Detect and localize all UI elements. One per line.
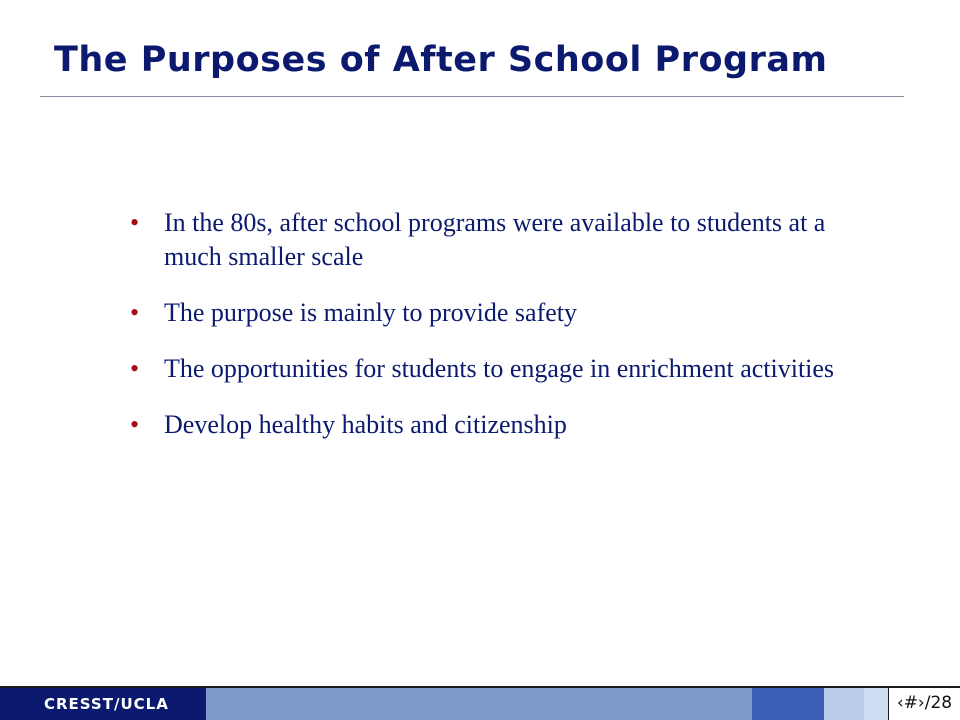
- bullet-marker: •: [130, 298, 140, 327]
- bullet-text: Develop healthy habits and citizenship: [164, 410, 567, 439]
- footer-bar: [0, 686, 960, 720]
- footer-segment-dark-blue: [752, 688, 824, 720]
- title-divider: [40, 96, 904, 97]
- bullet-item: [130, 352, 850, 386]
- footer-segment-light-blue: [824, 688, 864, 720]
- bullet-text: In the 80s, after school programs were available to students at a much smaller scale: [164, 208, 826, 271]
- footer-segment-mid-blue: [206, 688, 752, 720]
- footer-brand-label: CRESST/UCLA: [44, 695, 169, 713]
- bullet-list: [130, 206, 850, 464]
- bullet-item: [130, 206, 850, 274]
- bullet-marker: •: [130, 354, 140, 383]
- bullet-item: [130, 408, 850, 442]
- bullet-item: [130, 296, 850, 330]
- page-number: ‹#›/28: [888, 688, 960, 720]
- footer-segment-pale-blue: [864, 688, 888, 720]
- bullet-marker: •: [130, 410, 140, 439]
- footer-segment-navy: [0, 688, 30, 720]
- bullet-text: The opportunities for students to engage in enrichment activities: [164, 354, 835, 383]
- bullet-text: The purpose is mainly to provide safety: [164, 298, 578, 327]
- slide-title: The Purposes of After School Program: [54, 40, 828, 80]
- bullet-marker: •: [130, 208, 140, 237]
